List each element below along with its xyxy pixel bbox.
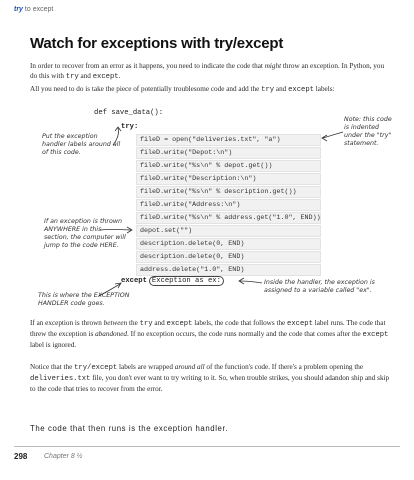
intro-text-3: and	[78, 72, 93, 80]
arrow-indented-head	[322, 135, 327, 141]
note-inside-handler-line: assigned to a variable called "ex".	[264, 287, 372, 294]
notice-paragraph	[30, 362, 390, 394]
code-line-7: fileD.write("%s\n" % address.get("1.0", END))	[136, 212, 321, 224]
note-anywhere-line: If an exception is thrown	[44, 218, 122, 225]
code-line-9: description.delete(0, END)	[136, 238, 321, 250]
p2-code-except: except	[288, 86, 314, 94]
code-def-line: def save_data():	[94, 109, 164, 117]
note-handler-goes-line: HANDLER code goes.	[38, 300, 105, 307]
chapter-label: Chapter 8 ½	[44, 453, 83, 460]
p4-text-2: labels are wrapped	[117, 363, 175, 371]
p3-emphasis-between: between	[103, 319, 128, 327]
intro-emphasis: might	[264, 62, 282, 70]
p3-text-5: label runs. The code that threw the exception is	[30, 319, 386, 338]
code-line-2: fileD.write("Depot:\n")	[136, 147, 321, 159]
p3-text-4: labels, the code that follows the	[192, 319, 288, 327]
note-put-labels-line: of this code.	[42, 149, 81, 156]
code-except-keyword: except	[121, 277, 147, 285]
p4-text-3: of the function's code. If there's a problem opening the	[204, 363, 364, 371]
p3-code-try: try	[139, 320, 153, 328]
p3-text-7: label is ignored.	[30, 341, 77, 349]
intro-text-4: .	[118, 72, 121, 80]
note-anywhere-line: jump to the code HERE.	[44, 242, 119, 249]
note-anywhere-line: section, the computer will	[44, 234, 126, 241]
p4-text-1: Notice that the	[30, 363, 75, 371]
handler-statement: The code that then runs is the exception handler.	[30, 424, 229, 433]
code-line-1: fileD = open("deliveries.txt", "a")	[136, 134, 321, 146]
p2-text-3: labels:	[313, 85, 335, 93]
p2-text-1: All you need to do is take the piece of potentially troublesome code and add the	[30, 85, 262, 93]
code-except-clause: Exception as ex:	[149, 276, 224, 286]
p3-code-except: except	[166, 320, 193, 328]
p4-code-try-except: try/except	[74, 364, 118, 372]
intro-code-try: try	[65, 73, 79, 81]
code-line-5: fileD.write("%s\n" % description.get())	[136, 186, 321, 198]
note-handler-goes-line: This is where the EXCEPTION	[38, 292, 130, 299]
code-line-3: fileD.write("%s\n" % depot.get())	[136, 160, 321, 172]
p3-text-2: the	[127, 319, 140, 327]
p3-code-except-3: except	[362, 331, 389, 339]
note-inside-handler-line: Inside the handler, the exception is	[264, 279, 375, 286]
running-head-keyword: try	[14, 6, 23, 13]
note-put-labels-line: handler labels around all	[42, 141, 121, 148]
code-line-4: fileD.write("Description:\n")	[136, 173, 321, 185]
intro-text-2: throw an exception. In Python, you do this with	[30, 62, 385, 80]
running-head-rest: to except	[24, 6, 54, 13]
note-indented-line: under the "try"	[344, 132, 392, 139]
code-line-11: address.delete("1.0", END)	[136, 264, 321, 276]
code-line-6: fileD.write("Address:\n")	[136, 199, 321, 211]
intro-text-1: In order to recover from an error as it happens, you need to indicate the code that	[30, 62, 265, 70]
arrow-indented	[323, 132, 343, 138]
page-title: Watch for exceptions with try/except	[30, 35, 284, 52]
p4-text-4: file, you don't ever want to try writing to it. So, when trouble strikes, you should adandon ship and skip to the code that tries to recover from the error.	[30, 374, 390, 393]
p3-text-3: and	[152, 319, 167, 327]
arrow-anywhere	[100, 230, 131, 231]
footer-divider	[14, 446, 400, 447]
p3-text-1: If an exception is thrown	[30, 319, 104, 327]
page-number: 298	[14, 452, 28, 461]
p2-text-2: and	[274, 85, 289, 93]
code-try-label: try:	[121, 123, 139, 131]
note-indented-line: Note: this code	[344, 116, 392, 123]
p3-code-except-2: except	[287, 320, 313, 328]
intro-code-except: except	[92, 73, 119, 81]
p4-emphasis-around-all: around all	[174, 363, 205, 371]
arrow-handler-goes	[99, 284, 120, 296]
p2-code-try: try	[261, 86, 275, 94]
note-indented-line: statement.	[344, 140, 379, 147]
code-line-8: depot.set("")	[136, 225, 321, 237]
note-anywhere-line: ANYWHERE in this	[44, 226, 102, 233]
note-indented-line: is indented	[344, 124, 379, 131]
code-line-10: description.delete(0, END)	[136, 251, 321, 263]
explanation-paragraph	[30, 318, 390, 350]
arrow-inside-handler	[240, 281, 262, 283]
p4-code-filename: deliveries.txt	[30, 375, 91, 383]
p3-text-6: . If no exception occurs, the code runs normally and the code that comes after the	[127, 330, 363, 338]
note-put-labels-line: Put the exception	[42, 133, 98, 140]
p3-emphasis-abandoned: abandoned	[95, 330, 128, 338]
